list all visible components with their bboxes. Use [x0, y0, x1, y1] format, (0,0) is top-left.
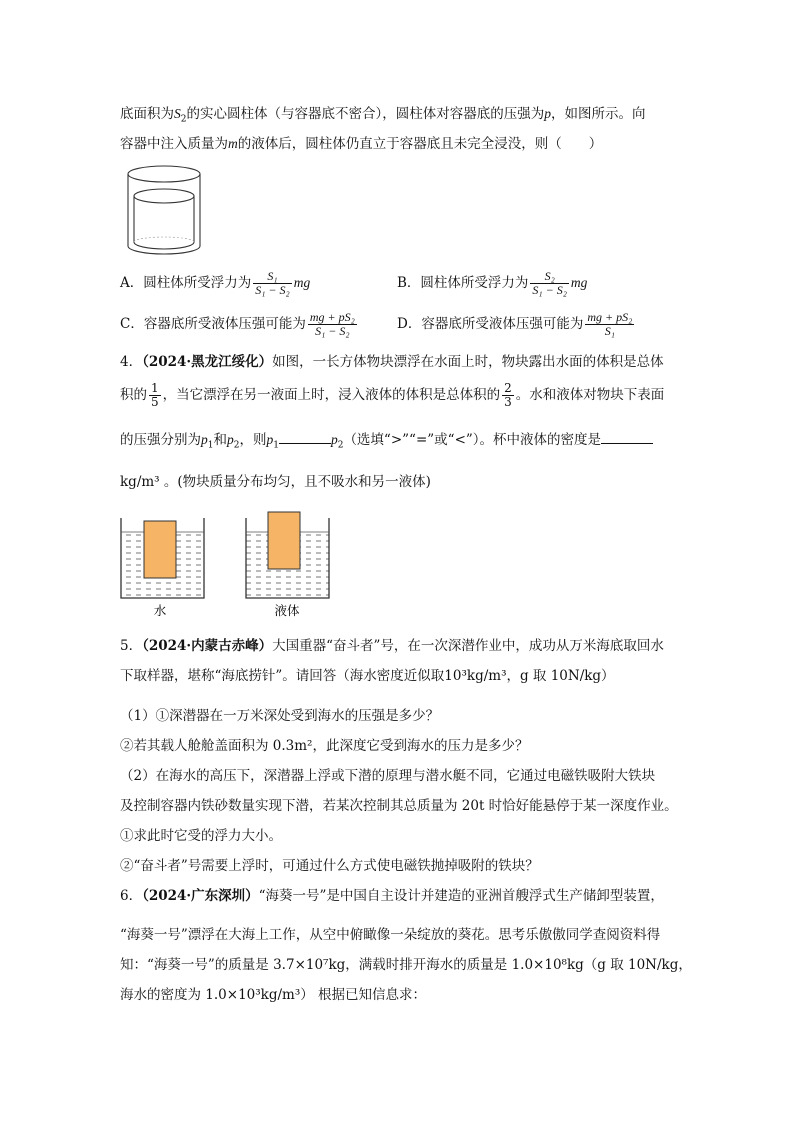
sub: 2 — [337, 440, 344, 451]
var-m: m — [228, 136, 238, 151]
fraction — [585, 311, 634, 338]
sub: 2 — [180, 114, 187, 125]
q5-sub2 — [120, 736, 528, 756]
denominator: 3 — [504, 395, 512, 409]
answer-blank-1[interactable] — [279, 430, 331, 444]
q4-text: 如图，一长方体物块漂浮在水面上时，物块露出水面的体积是总体 — [272, 354, 664, 370]
q6-number: 6． — [120, 888, 143, 904]
numerator: S₁ — [253, 270, 291, 284]
fraction — [530, 270, 568, 297]
q3-line2 — [120, 134, 602, 154]
var-p1: p — [266, 432, 274, 447]
label-water: 水 — [153, 603, 167, 618]
q6-text: “海葵一号”是中国自主设计并建造的亚洲首艘浮式生产储卸型装置， — [258, 888, 664, 904]
q4-number: 4． — [120, 354, 143, 370]
var-p1: p — [201, 432, 208, 447]
fraction — [308, 311, 357, 338]
q5-line1 — [120, 636, 664, 656]
sub: 1 — [273, 440, 279, 451]
fraction-one-fifth — [149, 382, 161, 409]
q6-line4 — [120, 985, 426, 1005]
q5-text: （1）①深潜器在一万米深处受到海水的压强是多少？ — [120, 708, 440, 724]
q3-text: ，如图所示。向 — [550, 106, 646, 122]
option-a[interactable] — [120, 270, 310, 297]
option-b-tail: mg — [570, 275, 588, 290]
option-c-label: C．容器底所受液体压强可能为 — [120, 316, 306, 332]
q6-text: 知：“海葵一号”的质量是 3.7×10⁷kg，满载时排开海水的质量是 1.0×10⁸kg（g 取 10N/kg， — [120, 957, 692, 973]
q3-text: 容器中注入质量为 — [120, 136, 228, 152]
q6-line2 — [120, 925, 660, 945]
q5-sub6 — [120, 856, 539, 876]
q4-text: ，则 — [239, 432, 267, 448]
var-p2: p — [330, 432, 338, 447]
denominator: S₁ — [604, 324, 615, 338]
q4-text: ，当它漂浮在另一液面上时，浸入液体的体积是总体积的 — [162, 387, 501, 403]
option-a-label: A．圆柱体所受浮力为 — [120, 275, 252, 291]
q5-text: （2）在海水的高压下，深潜器上浮或下潜的原理与潜水艇不同，它通过电磁铁吸附大铁块 — [120, 768, 656, 784]
fraction — [253, 270, 291, 297]
q5-sub4 — [120, 796, 678, 816]
option-d-label: D．容器底所受液体压强可能为 — [397, 316, 584, 332]
option-a-tail: mg — [293, 275, 311, 290]
q6-text: 海水的密度为 1.0×10³kg/m³） 根据已知信息求： — [120, 987, 427, 1003]
label-liquid: 液体 — [274, 603, 300, 618]
q4-text: 积的 — [120, 387, 147, 403]
var-p2: p — [226, 432, 234, 447]
denominator: S₁ − S₂ — [532, 283, 567, 297]
q4-line1 — [120, 352, 664, 372]
q5-line2 — [120, 666, 615, 686]
q5-sub1 — [120, 706, 439, 726]
sub: 1 — [207, 440, 214, 451]
q4-text: （选填“>”“=”或“<”）。杯中液体的密度是 — [343, 432, 602, 448]
block-in-water — [144, 521, 176, 578]
q5-number: 5． — [120, 638, 143, 654]
q5-text: ①求此时它受的浮力大小。 — [120, 828, 282, 844]
q3-text: 的液体后，圆柱体仍直立于容器底且未完全浸没，则（ ） — [237, 136, 603, 152]
q6-line1 — [120, 886, 664, 906]
q4-line2 — [120, 382, 664, 409]
q5-text: ②若其载人舱舱盖面积为 0.3m²，此深度它受到海水的压力是多少？ — [120, 738, 529, 754]
numerator: S₂ — [530, 270, 568, 284]
q4-text: kg/m³ 。(物块质量分布均匀，且不吸水和另一液体) — [120, 474, 431, 490]
q4-line3 — [120, 430, 653, 456]
denominator: S₁ − S₂ — [315, 324, 350, 338]
q5-sub3 — [120, 766, 655, 786]
q5-source: （2024·内蒙古赤峰） — [142, 638, 273, 654]
q3-text: 的实心圆柱体（与容器底不密合），圆柱体对容器底的压强为 — [186, 106, 545, 122]
q6-line3 — [120, 955, 692, 975]
q4-line4 — [120, 472, 431, 492]
option-d[interactable] — [397, 311, 636, 338]
numerator: mg + pS₂ — [587, 310, 633, 324]
q4-text: 。水和液体对物块下表面 — [515, 387, 665, 403]
q4-source: （2024·黑龙江绥化） — [142, 354, 273, 370]
fraction-two-thirds — [502, 382, 514, 409]
denominator: 5 — [151, 395, 159, 409]
var-s: S — [174, 106, 181, 121]
sub: 2 — [233, 440, 240, 451]
denominator: S₁ − S₂ — [255, 283, 290, 297]
cylinder-container-figure — [118, 160, 214, 260]
q5-text: ②“奋斗者”号需要上浮时，可通过什么方式使电磁铁抛掉吸附的铁块？ — [120, 858, 539, 874]
option-c[interactable] — [120, 311, 359, 338]
q5-text: 及控制容器内铁砂数量实现下潜，若某次控制其总质量为 20t 时恰好能悬停于某一深度作业。 — [120, 798, 678, 814]
option-b[interactable] — [397, 270, 587, 297]
q5-sub5 — [120, 826, 282, 846]
numerator: 1 — [151, 381, 159, 395]
q4-text: 和 — [213, 432, 227, 448]
q4-text: 的压强分别为 — [120, 432, 201, 448]
q5-text: 大国重器“奋斗者”号，在一次深潜作业中，成功从万米海底取回水 — [272, 638, 664, 654]
q5-text: 下取样器，堪称“海底捞针”。请回答（海水密度近似取10³kg/m³，g 取 10N/kg） — [120, 668, 615, 684]
numerator: mg + pS₂ — [309, 310, 355, 324]
var-p: p — [544, 106, 551, 121]
floating-block-figure — [115, 508, 345, 620]
block-in-liquid — [268, 512, 300, 569]
q6-text: “海葵一号”漂浮在大海上工作，从空中俯瞰像一朵绽放的葵花。思考乐傲傲同学查阅资料得 — [120, 927, 661, 943]
option-b-label: B．圆柱体所受浮力为 — [397, 275, 529, 291]
q3-line1 — [120, 104, 645, 130]
numerator: 2 — [504, 381, 512, 395]
q6-source: （2024·广东深圳） — [142, 888, 259, 904]
answer-blank-2[interactable] — [601, 430, 653, 444]
q3-text: 底面积为 — [120, 106, 174, 122]
